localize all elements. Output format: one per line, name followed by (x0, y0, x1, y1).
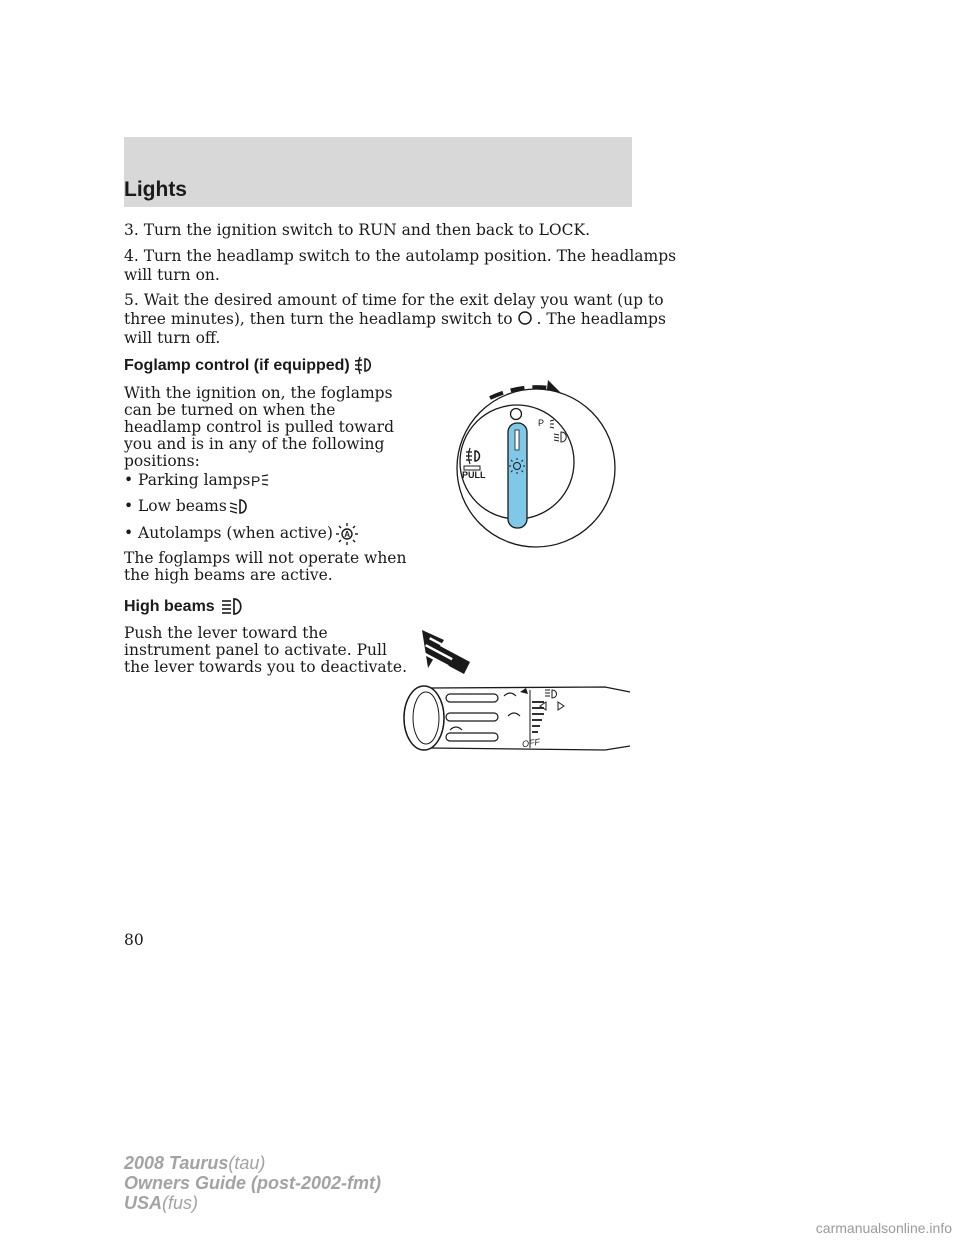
bullet-low-beams-text: Low beams (138, 497, 227, 515)
watermark[interactable]: carmanualsonline.info (815, 1220, 952, 1236)
multifunction-lever-figure (400, 630, 632, 752)
step-5-line1: 5. Wait the desired amount of time for the exit delay you want (up to (124, 291, 664, 309)
step-4-line1: 4. Turn the headlamp switch to the autolamp position. The headlamps (124, 247, 677, 265)
bullet-autolamps-text: Autolamps (when active) (138, 524, 333, 542)
page-number: 80 (124, 931, 144, 949)
bullet-autolamps: • Autolamps (when active) A (124, 522, 361, 546)
high-beams-body-1: Push the lever toward the (124, 624, 328, 642)
step-5-line3: will turn off. (124, 329, 221, 347)
foglamp-heading (124, 356, 376, 376)
footer-market-code: (fus) (162, 1193, 199, 1213)
footer-model-code: (tau) (228, 1153, 266, 1173)
high-beams-body-3: the lever towards you to deactivate. (124, 658, 408, 676)
low-beam-icon (227, 497, 251, 517)
high-beam-icon (219, 596, 247, 618)
footer-line-2 (124, 1173, 381, 1193)
footer-line-3 (124, 1193, 381, 1213)
pull-label: PULL (462, 470, 486, 480)
park-label: P (538, 418, 545, 428)
bullet-parking-text: Parking lamps (138, 471, 251, 489)
section-title: Lights (124, 178, 187, 201)
bullet-low-beams: • Low beams (124, 497, 251, 517)
footer-market: USA (124, 1193, 163, 1213)
section-header-band (124, 137, 632, 207)
foglamp-intro-3: headlamp control is pulled toward (124, 418, 394, 436)
svg-text:A: A (344, 530, 350, 539)
footer-line-1 (124, 1153, 381, 1173)
step-5-text-before: three minutes), then turn the headlamp switch to (124, 310, 513, 328)
parking-lamp-icon (250, 472, 270, 490)
headlamp-switch-figure (450, 376, 630, 558)
svg-text:P: P (251, 473, 261, 489)
foglamp-intro-5: positions: (124, 452, 200, 470)
foglamp-note-2: the high beams are active. (124, 566, 333, 584)
foglamp-intro-4: you and is in any of the following (124, 435, 385, 453)
off-label: OFF (521, 736, 541, 750)
step-5-text-after: . The headlamps (536, 310, 666, 328)
step-4-line2: will turn on. (124, 266, 220, 284)
footer (124, 1153, 381, 1213)
foglamp-heading-text: Foglamp control (if equipped) (124, 357, 350, 375)
footer-model: 2008 Taurus (124, 1153, 229, 1173)
foglamp-intro-1: With the ignition on, the foglamps (124, 384, 393, 402)
step-5-line2 (124, 310, 666, 329)
high-beams-heading-text: High beams (124, 598, 215, 616)
foglamp-intro-2: can be turned on when the (124, 401, 336, 419)
high-beams-heading (124, 596, 247, 618)
footer-guide: Owners Guide (post-2002-fmt) (124, 1173, 382, 1193)
headlamp-off-icon (513, 311, 537, 329)
bullet-parking: • Parking lamps P (124, 471, 270, 490)
foglamp-icon (352, 356, 376, 376)
step-3: 3. Turn the ignition switch to RUN and then back to LOCK. (124, 221, 591, 239)
foglamp-note-1: The foglamps will not operate when (124, 549, 407, 567)
high-beams-body-2: instrument panel to activate. Pull (124, 641, 387, 659)
autolamp-icon (333, 522, 361, 546)
